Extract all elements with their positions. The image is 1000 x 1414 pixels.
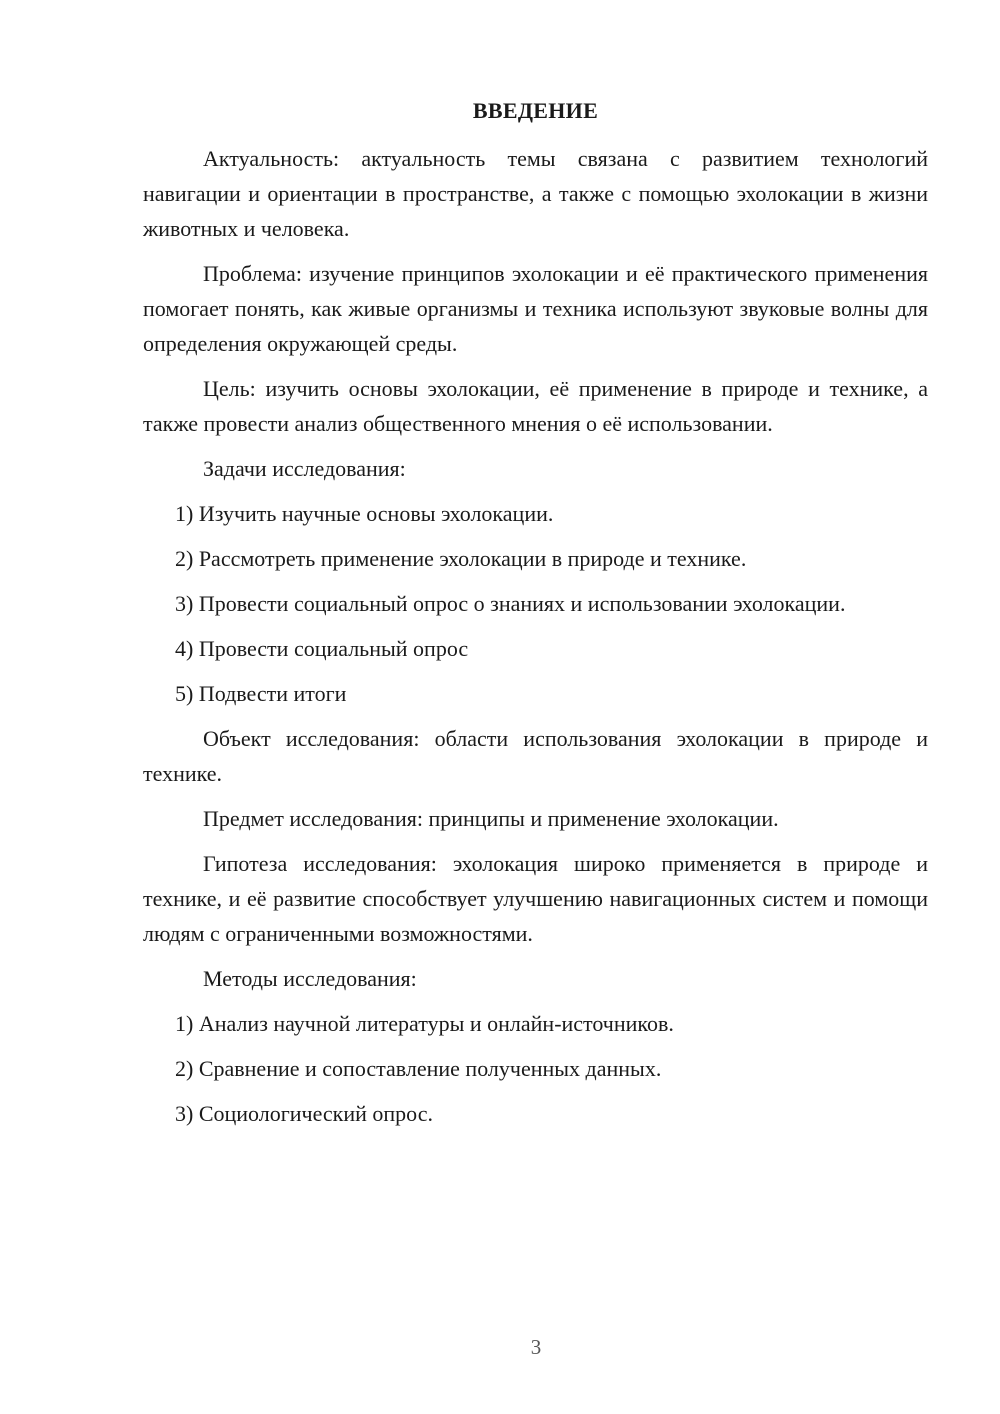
object-paragraph: Объект исследования: области использования эхолокации в природе и технике. bbox=[143, 726, 928, 786]
subject-paragraph: Предмет исследования: принципы и применение эхолокации. bbox=[203, 806, 779, 831]
method-item: 2) Сравнение и сопоставление полученных данных. bbox=[175, 1056, 662, 1081]
tasks-heading: Задачи исследования: bbox=[203, 456, 406, 481]
goal-paragraph: Цель: изучить основы эхолокации, её применение в природе и технике, а также провести анализ общественного мнения о её использовании. bbox=[143, 376, 928, 436]
relevance-paragraph: Актуальность: актуальность темы связана с развитием технологий навигации и ориентации в пространстве, а также с помощью эхолокации в жизни животных и человека. bbox=[143, 146, 928, 241]
task-item: 4) Провести социальный опрос bbox=[175, 636, 469, 661]
page-title: ВВЕДЕНИЕ bbox=[472, 98, 599, 123]
task-item: 3) Провести социальный опрос о знаниях и использовании эхолокации. bbox=[175, 591, 846, 616]
problem-paragraph: Проблема: изучение принципов эхолокации и её практического применения помогает понять, как живые организмы и техника используют звуковые волны для определения окружающей среды. bbox=[143, 261, 928, 356]
page-number: 3 bbox=[530, 1335, 542, 1359]
task-item: 5) Подвести итоги bbox=[175, 681, 347, 706]
methods-heading: Методы исследования: bbox=[203, 966, 417, 991]
method-item: 1) Анализ научной литературы и онлайн-источников. bbox=[175, 1011, 674, 1036]
task-item: 2) Рассмотреть применение эхолокации в природе и технике. bbox=[175, 546, 747, 571]
hypothesis-paragraph: Гипотеза исследования: эхолокация широко применяется в природе и технике, и её развитие способствует улучшению навигационных систем и помощи людям с ограниченными возможностями. bbox=[143, 851, 928, 946]
document-page bbox=[143, 96, 928, 1141]
method-item: 3) Социологический опрос. bbox=[175, 1101, 433, 1126]
task-item: 1) Изучить научные основы эхолокации. bbox=[175, 501, 554, 526]
